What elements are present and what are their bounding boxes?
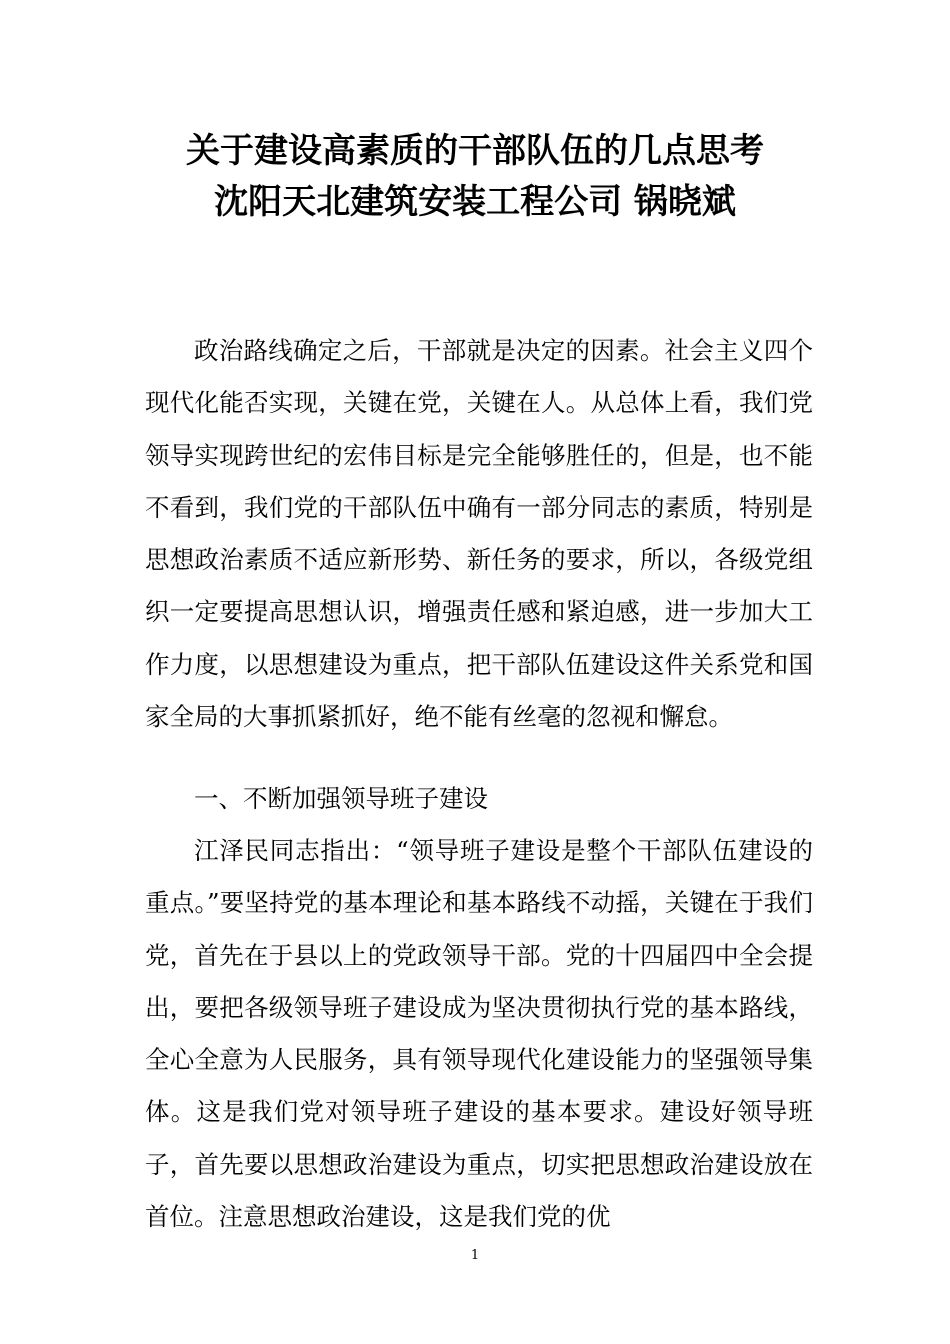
document-title: 关于建设高素质的干部队伍的几点思考 (186, 131, 764, 171)
body-paragraph: 江泽民同志指出：“领导班子建设是整个干部队伍建设的重点。”要坚持党的基本理论和基本路线不动摇，关键在于我们党，首先在于县以上的党政领导干部。党的十四届四中全会提出，要把各级领导班子建设成为坚决贯彻执行党的基本路线，全心全意为人民服务，具有领导现代化建设能力的坚强领导集体。这是我们党对领导班子建设的基本要求。建设好领导班子，首先要以思想政治建设为重点，切实把思想政治建设放在首位。注意思想政治建设，这是我们党的优 (145, 836, 813, 1232)
section-heading: 一、不断加强领导班子建设 (194, 784, 488, 813)
paragraph-block-1 (145, 325, 813, 743)
body-paragraph: 政治路线确定之后，干部就是决定的因素。社会主义四个现代化能否实现，关键在党，关键在人。从总体上看，我们党领导实现跨世纪的宏伟目标是完全能够胜任的，但是，也不能不看到，我们党的干部队伍中确有一部分同志的素质，特别是思想政治素质不适应新形势、新任务的要求，所以，各级党组织一定要提高思想认识，增强责任感和紧迫感，进一步加大工作力度，以思想建设为重点，把干部队伍建设这件关系党和国家全局的大事抓紧抓好，绝不能有丝毫的忽视和懈怠。 (145, 336, 813, 732)
section-heading-block (145, 773, 813, 825)
paragraph-block-2 (145, 825, 813, 1243)
page-number: 1 (470, 1248, 480, 1263)
author-line: 沈阳天北建筑安装工程公司 锅晓斌 (214, 182, 736, 222)
